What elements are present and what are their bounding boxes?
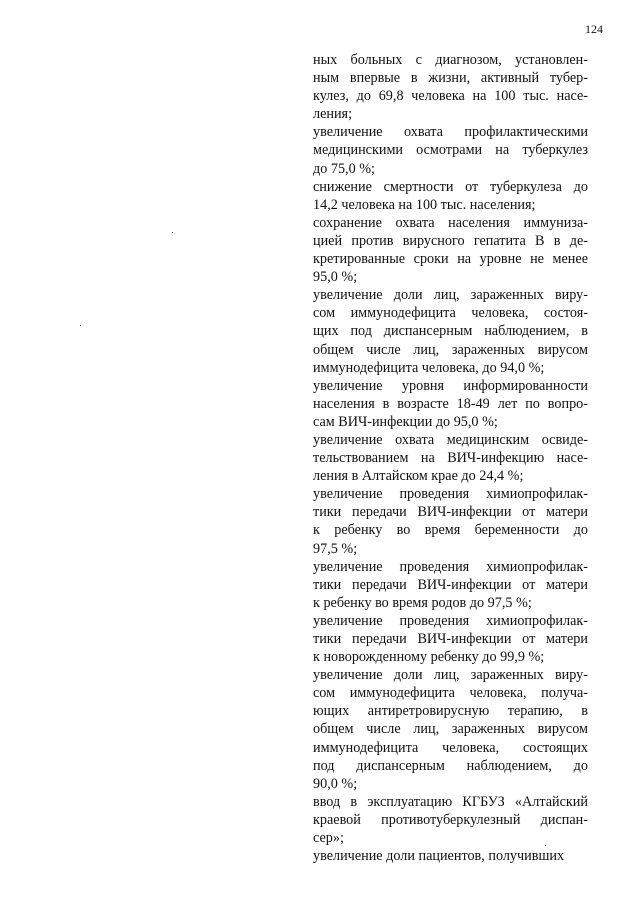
- text-line: сом иммунодефицита человека, получа-: [313, 685, 588, 702]
- text-line: увеличение доли лиц, зараженных виру-: [313, 667, 588, 684]
- paragraph: [313, 51, 588, 123]
- paragraph: [313, 485, 588, 557]
- text-line: сам ВИЧ-инфекции до 95,0 %;: [313, 413, 498, 430]
- text-line: ных больных с диагнозом, установлен-: [313, 52, 588, 68]
- paragraph: [313, 178, 588, 214]
- scan-speck: [172, 232, 173, 233]
- text-line: к новорожденному ребенку до 99,9 %;: [313, 649, 545, 666]
- text-line: щих под диспансерным наблюдением, в: [313, 323, 588, 340]
- text-line: к ребенку во время беременности до: [313, 522, 588, 539]
- text-line: общем числе лиц, зараженных вирусом: [313, 341, 588, 358]
- text-line: ввод в эксплуатацию КГБУЗ «Алтайский: [313, 793, 588, 810]
- text-line: увеличение проведения химиопрофилак-: [313, 486, 588, 503]
- text-line: увеличение уровня информированности: [313, 377, 588, 394]
- text-line: увеличение проведения химиопрофилак-: [313, 558, 588, 575]
- text-line: ным впервые в жизни, активный тубер-: [313, 70, 588, 87]
- paragraph: [313, 793, 588, 847]
- paragraph: [313, 286, 588, 376]
- paragraph: [313, 666, 588, 793]
- text-line: цией против вирусного гепатита В в де-: [313, 232, 588, 249]
- paragraph: [313, 214, 588, 286]
- text-line: ления в Алтайском крае до 24,4 %;: [313, 468, 524, 485]
- text-line: населения в возрасте 18-49 лет по вопро-: [313, 395, 588, 412]
- paragraph: [313, 558, 588, 612]
- text-line: иммунодефицита человека, состоящих: [313, 739, 588, 756]
- scan-speck: [80, 325, 81, 326]
- paragraph: [313, 847, 588, 865]
- paragraph: [313, 123, 588, 177]
- text-line: увеличение доли лиц, зараженных виру-: [313, 287, 588, 304]
- text-line: тики передачи ВИЧ-инфекции от матери: [313, 631, 588, 647]
- text-line: увеличение доли пациентов, получивших: [313, 848, 565, 865]
- page-number: 124: [585, 22, 603, 36]
- text-line: общем числе лиц, зараженных вирусом: [313, 721, 588, 738]
- text-line: 95,0 %;: [313, 269, 358, 286]
- text-line: увеличение охвата профилактическими: [313, 124, 588, 141]
- text-line: медицинскими осмотрами на туберкулез: [313, 142, 588, 159]
- text-line: 97,5 %;: [313, 540, 358, 557]
- text-line: сом иммунодефицита человека, состоя-: [313, 305, 588, 322]
- body-text: [313, 51, 588, 865]
- text-line: кретированные сроки на уровне не менее: [313, 251, 588, 268]
- text-line: иммунодефицита человека, до 94,0 %;: [313, 359, 545, 376]
- text-line: увеличение проведения химиопрофилак-: [313, 612, 588, 629]
- text-line: снижение смертности от туберкулеза до: [313, 178, 588, 195]
- text-line: под диспансерным наблюдением, до: [313, 757, 588, 774]
- text-line: ления;: [313, 106, 353, 123]
- text-line: ющих антиретровирусную терапию, в: [313, 703, 588, 720]
- text-line: сохранение охвата населения иммуниза-: [313, 214, 588, 231]
- text-line: 90,0 %;: [313, 775, 358, 792]
- text-line: сер»;: [313, 830, 344, 847]
- paragraph: [313, 612, 588, 666]
- text-line: до 75,0 %;: [313, 160, 375, 177]
- text-line: тики передачи ВИЧ-инфекции от матери: [313, 504, 588, 521]
- text-line: 14,2 человека на 100 тыс. населения;: [313, 196, 536, 213]
- text-line: увеличение охвата медицинским освиде-: [313, 431, 588, 448]
- paragraph: [313, 431, 588, 485]
- text-line: к ребенку во время родов до 97,5 %;: [313, 594, 532, 611]
- scan-speck: [545, 845, 546, 846]
- text-line: кулез, до 69,8 человека на 100 тыс. насе-: [313, 88, 588, 105]
- text-line: тельствованием на ВИЧ-инфекцию насе-: [313, 450, 588, 467]
- text-line: краевой противотуберкулезный диспан-: [313, 811, 588, 828]
- paragraph: [313, 377, 588, 431]
- text-line: тики передачи ВИЧ-инфекции от матери: [313, 576, 588, 593]
